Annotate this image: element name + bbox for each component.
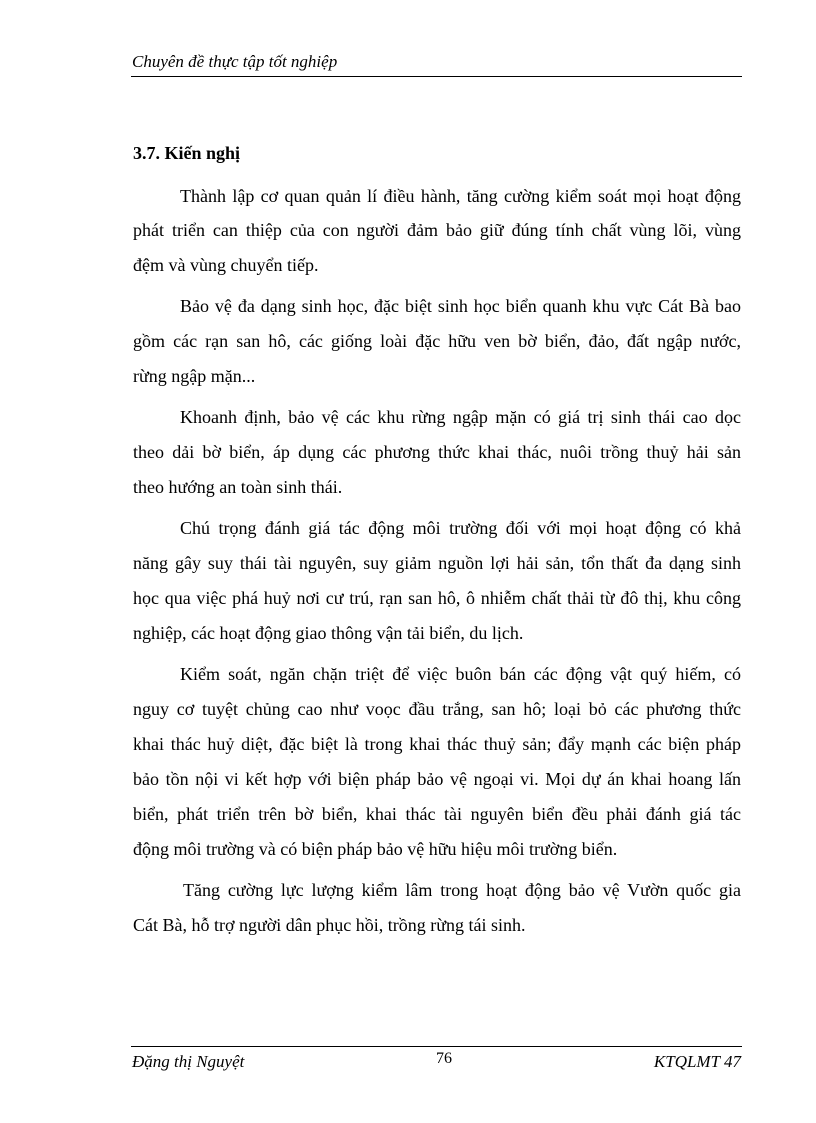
section-heading: 3.7. Kiến nghị bbox=[133, 143, 241, 163]
paragraph-6-line-1: Tăng cường lực lượng kiểm lâm trong hoạt động bảo vệ Vườn quốc gia bbox=[183, 880, 741, 900]
paragraph-5-line-5: biển, phát triển trên bờ biển, khai thác tài nguyên biển đều phải đánh giá tác bbox=[133, 804, 741, 824]
paragraph-4-line-1: Chú trọng đánh giá tác động môi trường đối với mọi hoạt động có khả bbox=[180, 518, 741, 538]
paragraph-2-line-3: rừng ngập mặn... bbox=[133, 366, 256, 386]
page-number: 76 bbox=[436, 1050, 452, 1067]
paragraph-4-line-4: nghiệp, các hoạt động giao thông vận tải biển, du lịch. bbox=[133, 623, 524, 643]
paragraph-1-line-3: đệm và vùng chuyển tiếp. bbox=[133, 255, 319, 275]
paragraph-5-line-3: khai thác huỷ diệt, đặc biệt là trong khai thác thuỷ sản; đẩy mạnh các biện pháp bbox=[133, 734, 741, 754]
header-divider bbox=[131, 76, 742, 77]
paragraph-5-line-6: động môi trường và có biện pháp bảo vệ hữu hiệu môi trường biển. bbox=[133, 839, 618, 859]
paragraph-3-line-1: Khoanh định, bảo vệ các khu rừng ngập mặn có giá trị sinh thái cao dọc bbox=[180, 407, 741, 427]
paragraph-6-line-2: Cát Bà, hỗ trợ người dân phục hồi, trồng rừng tái sinh. bbox=[133, 915, 526, 935]
footer-divider bbox=[131, 1046, 742, 1047]
paragraph-5-line-1: Kiểm soát, ngăn chặn triệt để việc buôn bán các động vật quý hiếm, có bbox=[180, 664, 741, 684]
paragraph-5-line-2: nguy cơ tuyệt chủng cao như voọc đầu trắng, san hô; loại bỏ các phương thức bbox=[133, 699, 741, 719]
paragraph-3-line-3: theo hướng an toàn sinh thái. bbox=[133, 477, 343, 497]
paragraph-2-line-2: gồm các rạn san hô, các giống loài đặc hữu ven bờ biển, đảo, đất ngập nước, bbox=[133, 331, 741, 351]
paragraph-1-line-1: Thành lập cơ quan quản lí điều hành, tăng cường kiểm soát mọi hoạt động bbox=[180, 186, 741, 206]
paragraph-4-line-2: năng gây suy thái tài nguyên, suy giảm nguồn lợi hải sản, tổn thất đa dạng sinh bbox=[133, 553, 741, 573]
paragraph-4-line-3: học qua việc phá huỷ nơi cư trú, rạn san hô, ô nhiễm chất thải từ đô thị, khu công bbox=[133, 588, 741, 608]
paragraph-2-line-1: Bảo vệ đa dạng sinh học, đặc biệt sinh học biển quanh khu vực Cát Bà bao bbox=[180, 296, 741, 316]
footer-class-code: KTQLMT 47 bbox=[653, 1052, 741, 1071]
footer-author: Đặng thị Nguyệt bbox=[132, 1052, 245, 1071]
paragraph-5-line-4: bảo tồn nội vi kết hợp với biện pháp bảo vệ ngoại vi. Mọi dự án khai hoang lấn bbox=[133, 769, 741, 789]
paragraph-3-line-2: theo dải bờ biển, áp dụng các phương thức khai thác, nuôi trồng thuỷ hải sản bbox=[133, 442, 741, 462]
header-title: Chuyên đề thực tập tốt nghiệp bbox=[132, 52, 338, 71]
paragraph-1-line-2: phát triển can thiệp của con người đảm bảo giữ đúng tính chất vùng lõi, vùng bbox=[133, 220, 741, 240]
